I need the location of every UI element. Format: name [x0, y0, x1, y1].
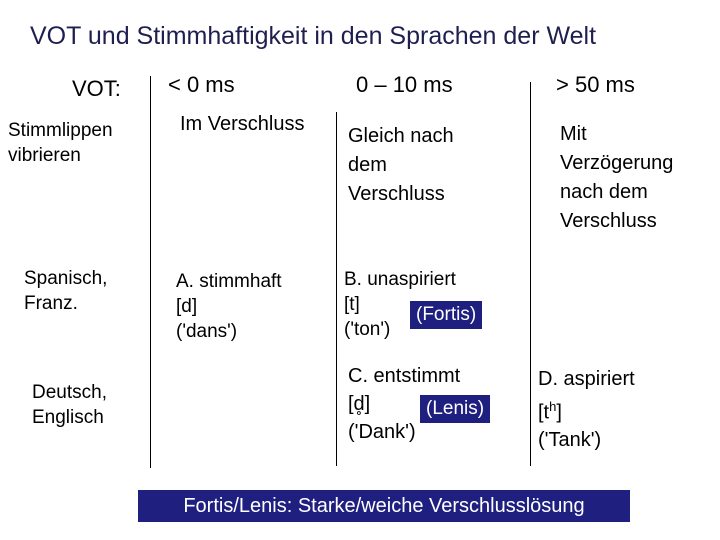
column-divider-middle [336, 112, 337, 466]
lenis-tag: (Lenis) [420, 395, 490, 423]
page-title: VOT und Stimmhaftigkeit in den Sprachen der Welt [30, 22, 597, 50]
column-header-negative: < 0 ms [168, 72, 235, 97]
cell-d-aspirated [538, 366, 635, 454]
column-header-short: 0 – 10 ms [356, 72, 453, 97]
fortis-tag: (Fortis) [410, 301, 482, 329]
row-label-vibrate: Stimmlippen vibrieren [8, 120, 113, 166]
vot-label: VOT: [72, 76, 121, 101]
cell-d-title: D. aspiriert [538, 368, 635, 390]
vibrate-cell-delayed: Mit Verzögerung nach dem Verschluss [560, 123, 674, 232]
cell-c-devoiced: C. entstimmt [d̥] ('Dank') [348, 365, 461, 443]
cell-a-voiced: A. stimmhaft [d] ('dans') [176, 271, 282, 342]
vibrate-cell-after-release: Gleich nach dem Verschluss [348, 125, 454, 205]
column-header-long: > 50 ms [556, 72, 635, 97]
row-label-german-english: Deutsch, Englisch [32, 382, 107, 428]
column-divider-right [530, 82, 531, 466]
cell-d-ipa: $[t^h]$ [538, 399, 562, 424]
row-label-spanish-french: Spanisch, Franz. [24, 268, 108, 314]
cell-b-unaspirated: B. unaspiriert [t] ('ton') [344, 269, 456, 340]
fortis-lenis-footnote: Fortis/Lenis: Starke/weiche Verschlusslösung [138, 490, 630, 522]
cell-d-example: ('Tank') [538, 428, 602, 451]
column-divider-left [150, 76, 151, 468]
vibrate-cell-closure: Im Verschluss [180, 113, 305, 135]
